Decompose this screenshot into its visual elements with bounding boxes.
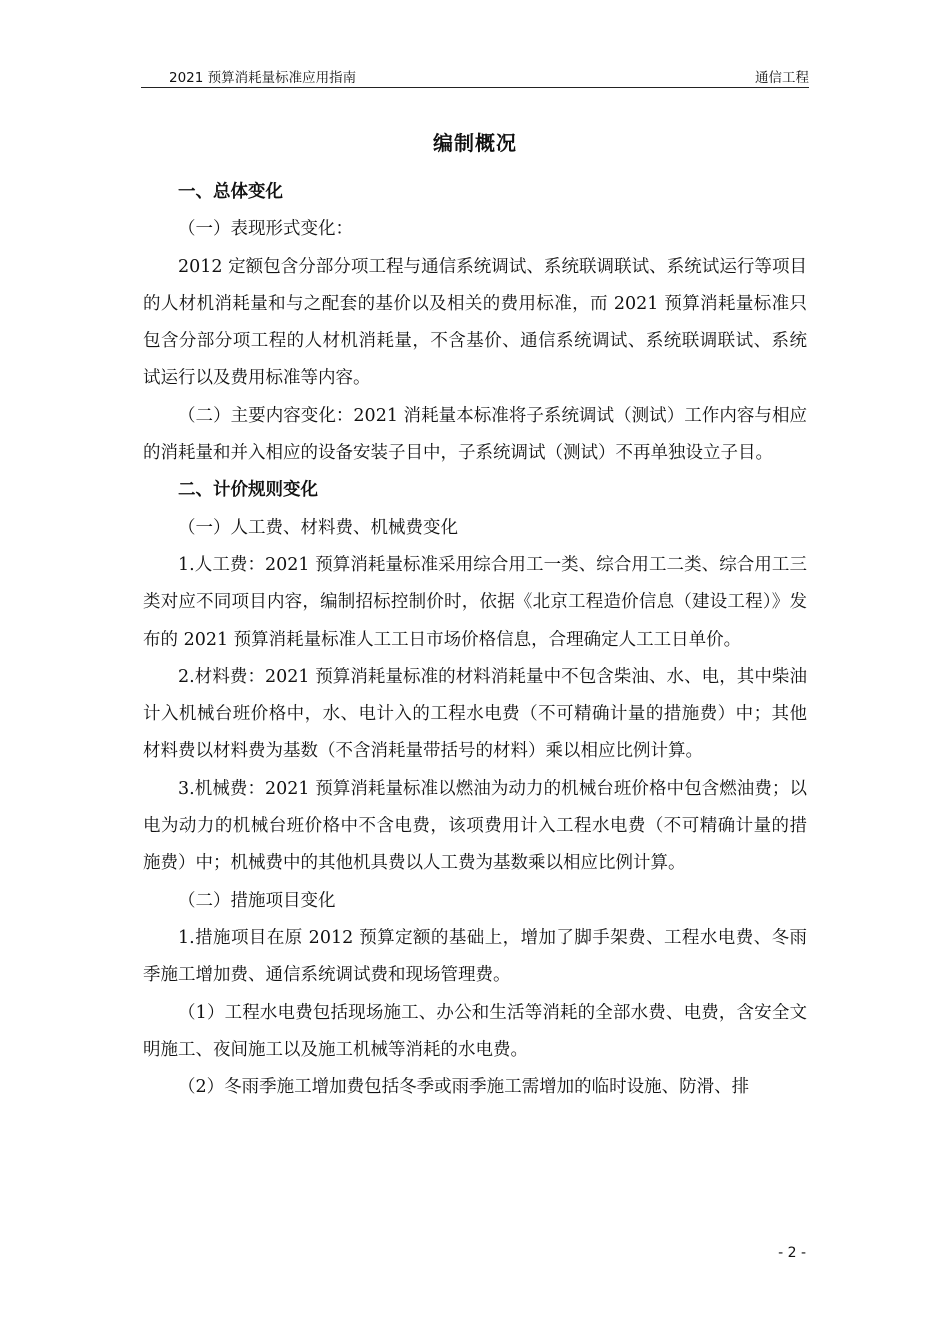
- section-heading-pricing-rule-changes: 二、计价规则变化: [178, 480, 318, 501]
- subsection-heading-measure-items: （二）措施项目变化: [178, 890, 336, 911]
- paragraph-machinery-cost: 3.机械费：2021 预算消耗量标准以燃油为动力的机械台班价格中包含燃油费；以电为动力的机械台班价格中不含电费，该项费用计入工程水电费（不可精确计量的措施费）中；机械费中的其他机具费以人工费为基数乘以相应比例计算。: [143, 778, 807, 874]
- paragraph-material-cost: 2.材料费：2021 预算消耗量标准的材料消耗量中不包含柴油、水、电，其中柴油计入机械台班价格中，水、电计入的工程水电费（不可精确计量的措施费）中；其他材料费以材料费为基数（不含消耗量带括号的材料）乘以相应比例计算。: [143, 666, 807, 762]
- paragraph-form-changes: 2012 定额包含分部分项工程与通信系统调试、系统联调联试、系统试运行等项目的人材机消耗量和与之配套的基价以及相关的费用标准，而 2021 预算消耗量标准只包含分部分项工程的人材机消耗量，不含基价、通信系统调试、系统联调联试、系统试运行以及费用标准等内容。: [143, 256, 807, 389]
- subsection-heading-cost-changes: （一）人工费、材料费、机械费变化: [178, 517, 458, 538]
- page-number: - 2 -: [778, 1245, 806, 1261]
- document-body: [143, 174, 807, 1106]
- paragraph-water-electricity-fee: （1）工程水电费包括现场施工、办公和生活等消耗的全部水费、电费，含安全文明施工、夜间施工以及施工机械等消耗的水电费。: [143, 1002, 807, 1060]
- paragraph-labor-cost: 1.人工费：2021 预算消耗量标准采用综合用工一类、综合用工二类、综合用工三类对应不同项目内容，编制招标控制价时，依据《北京工程造价信息（建设工程）》发布的 2021 预算消耗量标准人工工日市场价格信息，合理确定人工工日单价。: [143, 554, 807, 650]
- header-section-name: 通信工程: [755, 70, 809, 86]
- page-title: 编制概况: [433, 131, 517, 155]
- subsection-heading-form-changes: （一）表现形式变化：: [178, 219, 353, 240]
- header-divider: [141, 87, 809, 88]
- section-heading-overall-changes: 一、总体变化: [178, 182, 283, 202]
- header-document-title: 2021 预算消耗量标准应用指南: [169, 70, 357, 86]
- paragraph-winter-rainy-season-fee: （2）冬雨季施工增加费包括冬季或雨季施工需增加的临时设施、防滑、排: [178, 1077, 750, 1098]
- paragraph-measure-items: 1.措施项目在原 2012 预算定额的基础上，增加了脚手架费、工程水电费、冬雨季施工增加费、通信系统调试费和现场管理费。: [143, 927, 807, 986]
- paragraph-content-changes: （二）主要内容变化：2021 消耗量本标准将子系统调试（测试）工作内容与相应的消耗量和并入相应的设备安装子目中，子系统调试（测试）不再单独设立子目。: [143, 405, 807, 464]
- page-header: [141, 66, 809, 88]
